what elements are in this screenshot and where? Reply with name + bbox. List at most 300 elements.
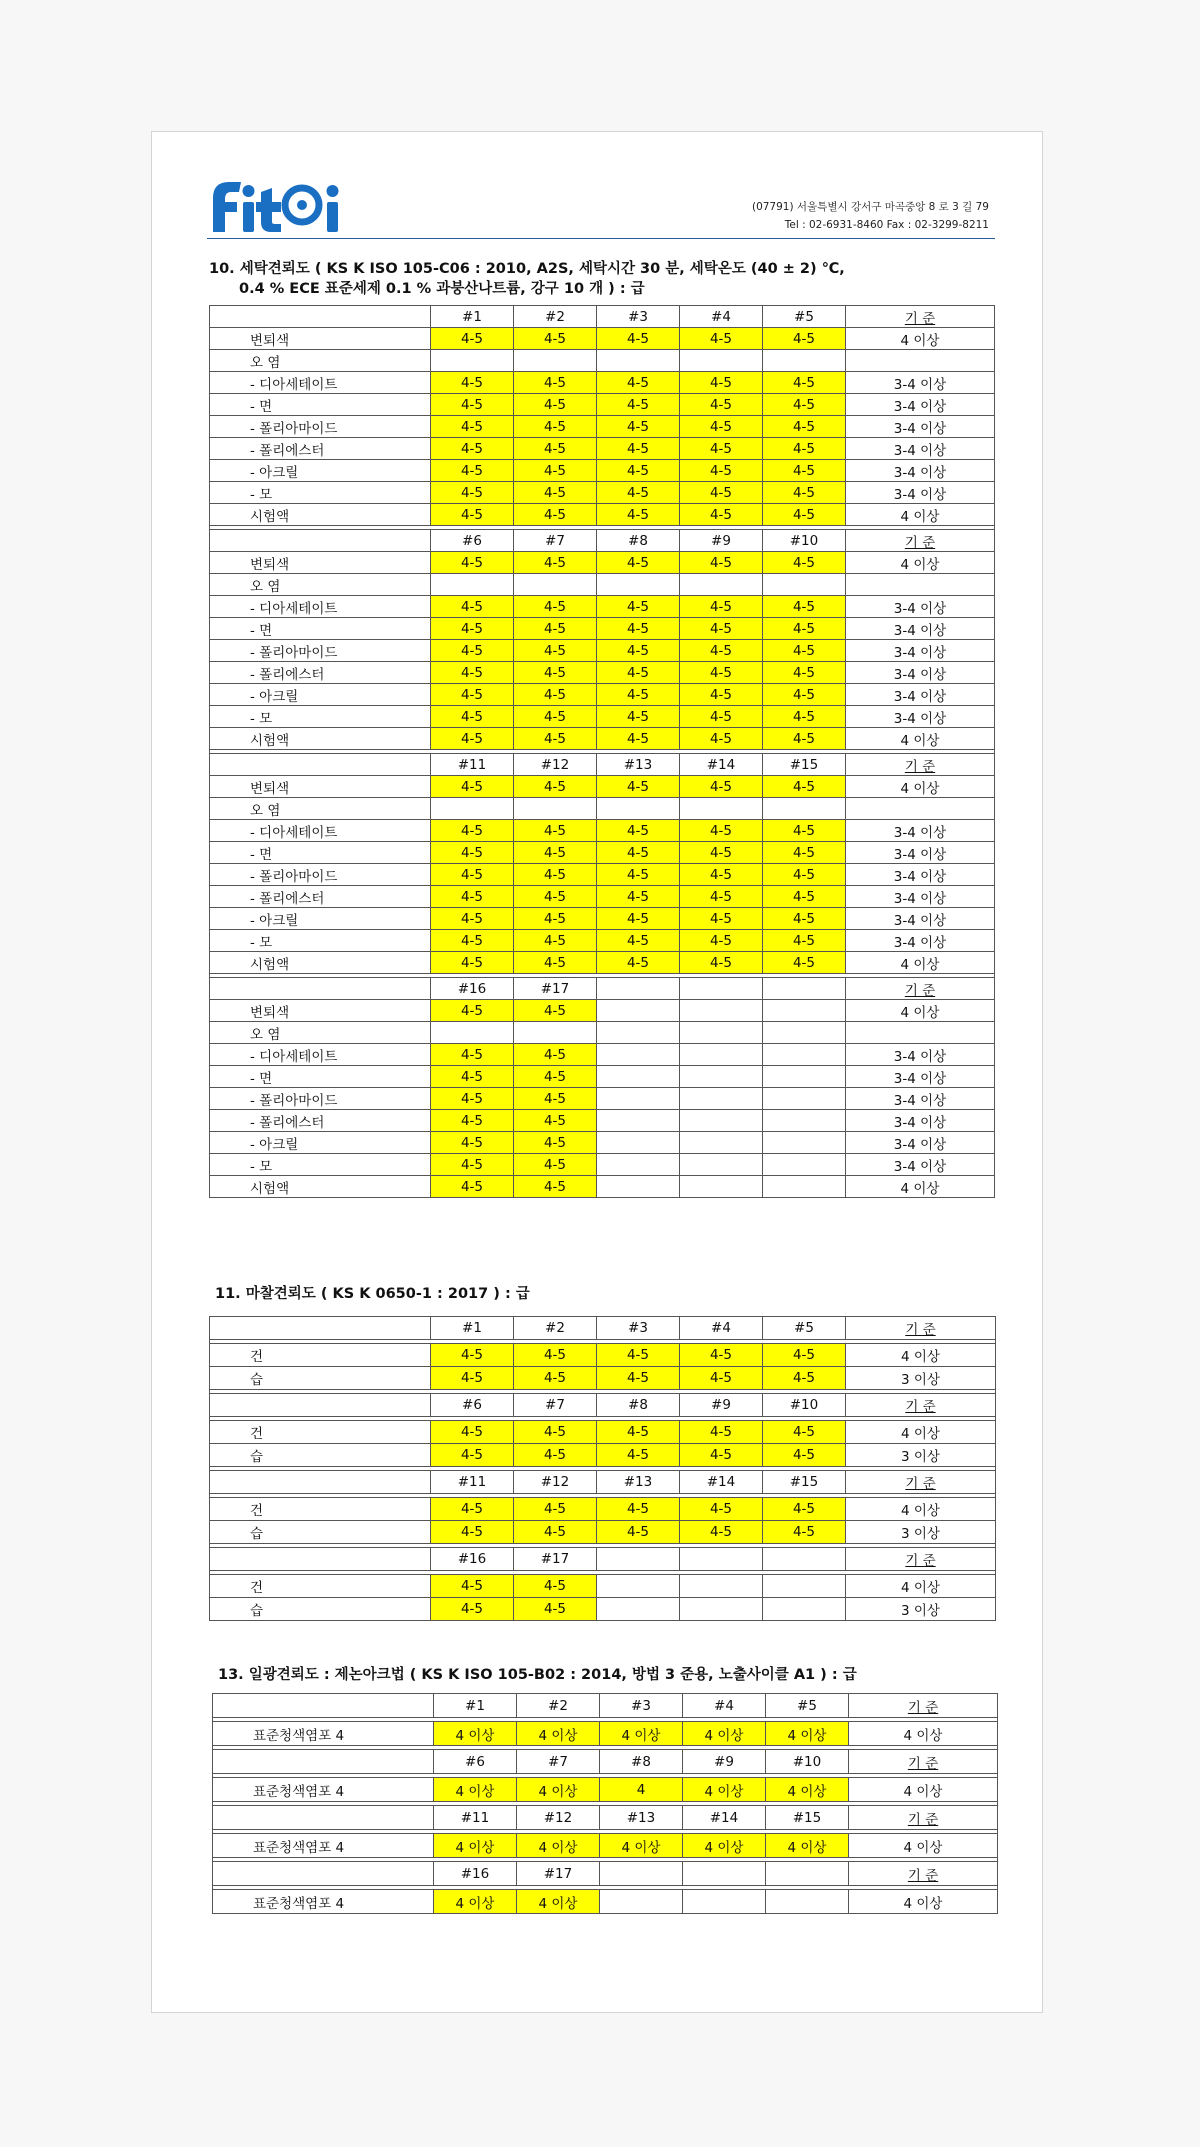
corner-cell [213,1750,434,1774]
rating-cell: 4-5 [514,596,597,618]
rating-cell: 4-5 [597,908,680,930]
table-row [210,482,995,504]
sample-number-header: #13 [597,1471,680,1494]
rating-cell: 4-5 [431,596,514,618]
standard-cell: 3-4 이상 [846,908,995,930]
standard-cell: 3-4 이상 [846,1110,995,1132]
rating-cell: 4-5 [514,416,597,438]
standard-cell: 4 이상 [846,728,995,750]
rating-cell: 4 이상 [600,1722,683,1746]
row-label: 변퇴색 [210,552,431,574]
row-label: - 폴리아마이드 [210,640,431,662]
rating-cell: 4-5 [680,684,763,706]
rating-cell: 4-5 [680,706,763,728]
letterhead [207,172,995,240]
rating-cell: 4-5 [597,706,680,728]
sample-number-header: #15 [766,1806,849,1830]
standard-cell: 3-4 이상 [846,1044,995,1066]
rating-cell [763,1000,846,1022]
rating-cell: 4 이상 [434,1722,517,1746]
table-row [210,1088,995,1110]
table-row [210,552,995,574]
rating-cell [763,1132,846,1154]
standard-cell: 3-4 이상 [846,1088,995,1110]
sample-number-header: #4 [683,1694,766,1718]
rating-cell: 4-5 [431,908,514,930]
standard-cell: 3-4 이상 [846,394,995,416]
rating-cell: 4-5 [763,908,846,930]
standard-header: 기 준 [849,1694,998,1718]
row-label: - 디아세테이트 [210,372,431,394]
table-row [210,438,995,460]
table-row [210,842,995,864]
sample-number-header: #9 [680,1394,763,1417]
rating-cell: 4-5 [431,1088,514,1110]
rating-cell [763,350,846,372]
table-row [210,640,995,662]
column-header-row [210,1471,996,1494]
rating-cell: 4-5 [763,684,846,706]
row-label: - 모 [210,706,431,728]
row-label: - 모 [210,482,431,504]
rating-cell [514,350,597,372]
sample-number-header: #14 [680,1471,763,1494]
standard-cell: 3-4 이상 [846,640,995,662]
standard-cell: 4 이상 [849,1778,998,1802]
rating-cell: 4-5 [680,618,763,640]
section-10-title-line1: 10. 세탁견뢰도 ( KS K ISO 105-C06 : 2010, A2S, 세탁시간 30 분, 세탁온도 (40 ± 2) ℃, [209,261,845,277]
rating-cell: 4-5 [597,684,680,706]
sample-number-header: #11 [431,1471,514,1494]
rating-cell [763,1575,846,1598]
table-row [210,1154,995,1176]
sample-number-header: #8 [600,1750,683,1774]
rating-cell: 4-5 [680,552,763,574]
rating-cell: 4-5 [597,820,680,842]
rating-cell [597,1575,680,1598]
column-header-row [210,1394,996,1417]
rating-cell: 4-5 [763,504,846,526]
sample-number-header [680,1548,763,1571]
sample-number-header [597,1548,680,1571]
row-label: - 아크릴 [210,908,431,930]
sample-number-header: #17 [514,978,597,1000]
rating-cell: 4-5 [431,482,514,504]
rating-cell [597,1132,680,1154]
sample-number-header: #4 [680,1317,763,1340]
table-row [210,1498,996,1521]
standard-header: 기 준 [846,1471,996,1494]
row-label: - 아크릴 [210,460,431,482]
sample-number-header: #15 [763,754,846,776]
column-header-row [210,754,995,776]
corner-cell [210,1548,431,1571]
address-block [752,198,989,234]
rating-cell: 4-5 [680,864,763,886]
sample-number-header: #3 [597,306,680,328]
rating-cell: 4-5 [514,1367,597,1390]
rating-cell: 4-5 [514,1088,597,1110]
sample-number-header: #5 [763,1317,846,1340]
rating-cell: 4-5 [514,1421,597,1444]
rating-cell: 4-5 [680,952,763,974]
standard-cell [846,798,995,820]
rating-cell: 4-5 [514,618,597,640]
standard-cell: 4 이상 [846,1575,996,1598]
rating-cell: 4-5 [680,908,763,930]
row-label: - 폴리에스터 [210,886,431,908]
rating-cell: 4-5 [597,886,680,908]
rating-cell: 4-5 [597,552,680,574]
rating-cell: 4-5 [514,640,597,662]
rating-cell: 4-5 [763,952,846,974]
rating-cell: 4-5 [763,394,846,416]
rating-cell: 4-5 [597,596,680,618]
rating-cell: 4-5 [680,930,763,952]
row-label: - 디아세테이트 [210,596,431,618]
rating-cell: 4-5 [597,460,680,482]
standard-cell: 3-4 이상 [846,662,995,684]
row-label: 건 [210,1575,431,1598]
row-label: - 폴리에스터 [210,438,431,460]
sample-number-header: #5 [766,1694,849,1718]
table-row [210,820,995,842]
row-label: - 아크릴 [210,684,431,706]
table-row [213,1834,998,1858]
table-row [210,728,995,750]
rating-cell [680,1022,763,1044]
table-row [210,1000,995,1022]
standard-cell: 4 이상 [846,952,995,974]
table-row [210,504,995,526]
rating-cell [763,1088,846,1110]
sample-number-header: #8 [597,530,680,552]
standard-cell [846,350,995,372]
rating-cell: 4-5 [763,596,846,618]
rating-cell [680,1575,763,1598]
rating-cell: 4-5 [597,1444,680,1467]
rating-cell: 4 이상 [434,1834,517,1858]
corner-cell [210,1394,431,1417]
rating-cell: 4-5 [597,952,680,974]
row-label: - 폴리아마이드 [210,1088,431,1110]
row-label: 오 염 [210,350,431,372]
rating-cell: 4-5 [431,1066,514,1088]
table-row [210,1044,995,1066]
rating-cell: 4 이상 [683,1778,766,1802]
standard-header: 기 준 [846,978,995,1000]
standard-cell: 4 이상 [846,1344,996,1367]
section-13-title: 13. 일광견뢰도 : 제논아크법 ( KS K ISO 105-B02 : 2014, 방법 3 준용, 노출사이클 A1 ) : 급 [218,1667,857,1683]
row-label: 오 염 [210,574,431,596]
rating-cell [763,1044,846,1066]
standard-header: 기 준 [846,1317,996,1340]
rating-cell: 4-5 [597,1421,680,1444]
standard-cell: 3-4 이상 [846,482,995,504]
rating-cell: 4-5 [514,460,597,482]
rating-cell: 4-5 [514,482,597,504]
rating-cell: 4-5 [597,662,680,684]
rating-cell: 4-5 [680,1367,763,1390]
rating-cell: 4-5 [431,864,514,886]
rating-cell: 4-5 [431,684,514,706]
rating-cell [680,574,763,596]
table-row [210,416,995,438]
rating-cell: 4-5 [431,618,514,640]
rating-cell: 4-5 [763,416,846,438]
sample-number-header: #12 [517,1806,600,1830]
rating-cell: 4-5 [763,776,846,798]
table-row [213,1778,998,1802]
section-11-title: 11. 마찰견뢰도 ( KS K 0650-1 : 2017 ) : 급 [215,1286,530,1302]
rating-cell: 4-5 [431,552,514,574]
sample-number-header: #10 [763,1394,846,1417]
rating-cell: 4-5 [431,728,514,750]
rating-cell [431,574,514,596]
rating-cell: 4 이상 [766,1778,849,1802]
rating-cell [431,350,514,372]
rating-cell: 4-5 [597,728,680,750]
sample-number-header: #14 [683,1806,766,1830]
rating-cell: 4-5 [431,1000,514,1022]
rating-cell: 4-5 [597,416,680,438]
rating-cell: 4-5 [680,372,763,394]
sample-number-header: #1 [431,1317,514,1340]
row-label: - 면 [210,394,431,416]
rating-cell [680,1066,763,1088]
column-header-row [210,1548,996,1571]
sample-number-header: #12 [514,1471,597,1494]
rating-cell [763,574,846,596]
row-label: 습 [210,1521,431,1544]
sample-number-header: #2 [517,1694,600,1718]
rating-cell: 4-5 [763,328,846,350]
row-label: - 디아세테이트 [210,1044,431,1066]
row-label: 변퇴색 [210,1000,431,1022]
corner-cell [213,1694,434,1718]
table-row [210,1344,996,1367]
rating-cell: 4-5 [763,864,846,886]
washing-fastness-table [209,305,995,1198]
rating-cell: 4-5 [514,662,597,684]
rating-cell: 4-5 [597,1344,680,1367]
rating-cell: 4-5 [597,482,680,504]
rating-cell: 4-5 [597,640,680,662]
standard-cell: 4 이상 [846,328,995,350]
standard-cell: 3-4 이상 [846,706,995,728]
rating-cell: 4-5 [680,820,763,842]
row-label: - 면 [210,618,431,640]
rating-cell: 4-5 [514,684,597,706]
standard-cell: 4 이상 [846,504,995,526]
sample-number-header: #16 [431,978,514,1000]
rating-cell: 4-5 [680,842,763,864]
rating-cell [597,1044,680,1066]
sample-number-header: #16 [431,1548,514,1571]
standard-cell: 3-4 이상 [846,596,995,618]
sample-number-header: #14 [680,754,763,776]
rating-cell: 4-5 [514,1598,597,1621]
rating-cell: 4-5 [763,1367,846,1390]
standard-cell: 3-4 이상 [846,930,995,952]
sample-number-header [683,1862,766,1886]
rating-cell: 4 이상 [683,1722,766,1746]
rating-cell: 4-5 [514,820,597,842]
rating-cell: 4-5 [763,1498,846,1521]
rating-cell [680,1000,763,1022]
rating-cell: 4-5 [514,908,597,930]
rating-cell: 4-5 [431,886,514,908]
standard-header: 기 준 [846,1394,996,1417]
rating-cell [763,1110,846,1132]
rating-cell: 4-5 [514,1521,597,1544]
rating-cell: 4-5 [514,438,597,460]
table-row [210,1421,996,1444]
rating-cell: 4-5 [597,618,680,640]
rating-cell: 4-5 [514,886,597,908]
rating-cell: 4-5 [680,776,763,798]
sample-number-header: #6 [434,1750,517,1774]
rating-cell: 4-5 [431,640,514,662]
sample-number-header: #3 [600,1694,683,1718]
rating-cell [680,350,763,372]
rating-cell: 4-5 [680,1421,763,1444]
rating-cell: 4-5 [431,1110,514,1132]
table-row [210,798,995,820]
rating-cell: 4-5 [514,952,597,974]
standard-cell: 3-4 이상 [846,416,995,438]
corner-cell [210,306,431,328]
column-header-row [213,1862,998,1886]
corner-cell [210,530,431,552]
rating-cell: 4-5 [431,1575,514,1598]
section-10-title [209,259,845,299]
rating-cell [763,1598,846,1621]
rating-cell [514,574,597,596]
column-header-row [213,1694,998,1718]
rating-cell: 4-5 [514,372,597,394]
rating-cell: 4-5 [431,706,514,728]
sample-number-header: #15 [763,1471,846,1494]
rating-cell: 4-5 [514,1575,597,1598]
rating-cell [597,1110,680,1132]
rating-cell: 4-5 [597,1498,680,1521]
standard-cell: 3-4 이상 [846,886,995,908]
column-header-row [213,1806,998,1830]
rating-cell [680,1154,763,1176]
sample-number-header: #10 [763,530,846,552]
standard-header: 기 준 [846,306,995,328]
sample-number-header: #13 [600,1806,683,1830]
rating-cell: 4-5 [763,1521,846,1544]
rating-cell: 4-5 [597,504,680,526]
row-label: 시험액 [210,728,431,750]
sample-number-header: #17 [517,1862,600,1886]
row-label: 표준청색염포 4 [213,1778,434,1802]
rating-cell: 4-5 [431,776,514,798]
standard-cell: 3-4 이상 [846,820,995,842]
rating-cell: 4-5 [514,1132,597,1154]
table-row [210,350,995,372]
rating-cell: 4 이상 [517,1722,600,1746]
standard-cell: 3-4 이상 [846,618,995,640]
rating-cell: 4-5 [680,886,763,908]
standard-cell: 3-4 이상 [846,372,995,394]
rating-cell: 4-5 [431,930,514,952]
rating-cell: 4-5 [431,820,514,842]
row-label: - 모 [210,930,431,952]
rating-cell: 4-5 [763,372,846,394]
contact-line: Tel : 02-6931-8460 Fax : 02-3299-8211 [784,219,989,231]
rating-cell: 4-5 [514,328,597,350]
table-row [210,574,995,596]
rating-cell: 4 이상 [600,1834,683,1858]
rating-cell: 4-5 [431,328,514,350]
rating-cell [514,798,597,820]
corner-cell [210,754,431,776]
table-row [210,930,995,952]
rating-cell [680,1598,763,1621]
row-label: - 폴리아마이드 [210,864,431,886]
rating-cell [680,1110,763,1132]
standard-cell: 3-4 이상 [846,842,995,864]
standard-cell: 4 이상 [846,1000,995,1022]
rating-cell: 4-5 [431,438,514,460]
rating-cell: 4-5 [680,504,763,526]
section-10-title-line2: 0.4 % ECE 표준세제 0.1 % 과붕산나트륨, 강구 10 개 ) : 급 [239,281,645,297]
row-label: 습 [210,1367,431,1390]
rating-cell: 4 이상 [517,1890,600,1914]
rating-cell: 4-5 [763,930,846,952]
row-label: 습 [210,1444,431,1467]
rating-cell: 4-5 [431,1154,514,1176]
table-row [210,1367,996,1390]
rating-cell [514,1022,597,1044]
table-row [210,618,995,640]
standard-cell: 3-4 이상 [846,1066,995,1088]
rating-cell: 4-5 [763,820,846,842]
rating-cell: 4-5 [763,552,846,574]
table-row [210,706,995,728]
sample-number-header [680,978,763,1000]
row-label: - 면 [210,842,431,864]
rating-cell: 4-5 [431,1367,514,1390]
table-row [210,952,995,974]
sample-number-header: #2 [514,1317,597,1340]
sample-number-header [766,1862,849,1886]
rating-cell: 4-5 [597,930,680,952]
rating-cell [597,1154,680,1176]
rating-cell: 4-5 [514,394,597,416]
rating-cell: 4-5 [514,842,597,864]
standard-header: 기 준 [846,754,995,776]
rating-cell: 4-5 [597,1521,680,1544]
row-label: 습 [210,1598,431,1621]
rating-cell [600,1890,683,1914]
rating-cell [680,798,763,820]
standard-cell [846,574,995,596]
standard-cell: 3-4 이상 [846,460,995,482]
row-label: 표준청색염포 4 [213,1722,434,1746]
table-row [210,1521,996,1544]
row-label: 건 [210,1498,431,1521]
light-fastness-table [212,1693,998,1914]
rating-cell: 4-5 [514,1110,597,1132]
rating-cell: 4-5 [431,1421,514,1444]
header-rule [207,238,995,239]
column-header-row [210,978,995,1000]
standard-cell: 4 이상 [846,1176,995,1198]
